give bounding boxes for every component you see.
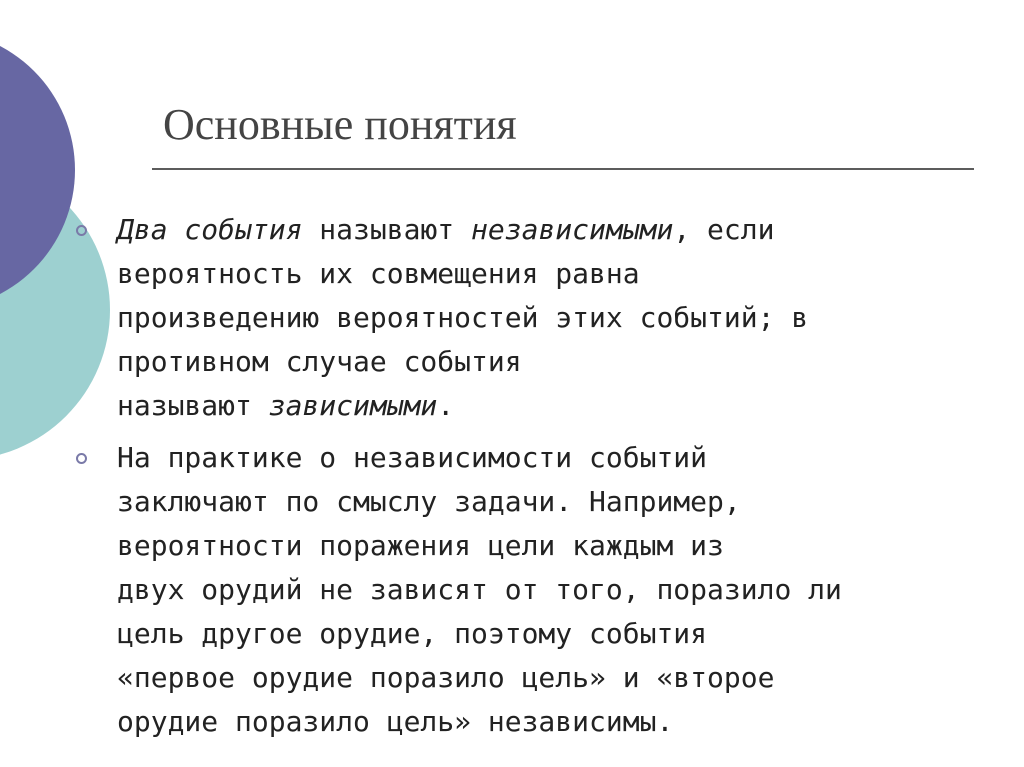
bullet-line: вероятность их совмещения равна — [117, 257, 640, 290]
term-dependent: зависимыми — [268, 389, 438, 422]
text-fragment: , если — [673, 213, 775, 246]
bullet-line: двух орудий не зависят от того, поразило ли — [117, 573, 842, 606]
hollow-circle-bullet-icon — [76, 225, 87, 236]
bullet-line — [117, 384, 972, 428]
text-fragment: . — [437, 389, 455, 422]
term-independent: независимыми — [471, 213, 674, 246]
slide-title: Основные понятия — [163, 100, 517, 149]
bullet-line: вероятности поражения цели каждым из — [117, 529, 724, 562]
bullet-line: «первое орудие поразило цель» и «второе — [117, 661, 775, 694]
bullet-line: заключают по смыслу задачи. Например, — [117, 485, 741, 518]
bullet-line: противном случае события — [117, 345, 522, 378]
bullet-line: орудие поразило цель» независимы. — [117, 705, 674, 738]
bullet-line: На практике о независимости событий — [117, 441, 708, 474]
bullet-line: произведению вероятностей этих событий; в — [117, 301, 809, 334]
bullet-line — [117, 208, 972, 252]
text-fragment: называют — [117, 389, 269, 422]
bullet-item-independent-events — [72, 208, 972, 428]
bullet-list — [72, 208, 972, 752]
hollow-circle-bullet-icon — [76, 453, 87, 464]
bullet-line: цель другое орудие, поэтому события — [117, 617, 708, 650]
term-two-events: Два события — [117, 213, 303, 246]
text-fragment: называют — [302, 213, 472, 246]
title-divider — [152, 168, 974, 170]
bullet-item-practice-example — [72, 436, 972, 744]
